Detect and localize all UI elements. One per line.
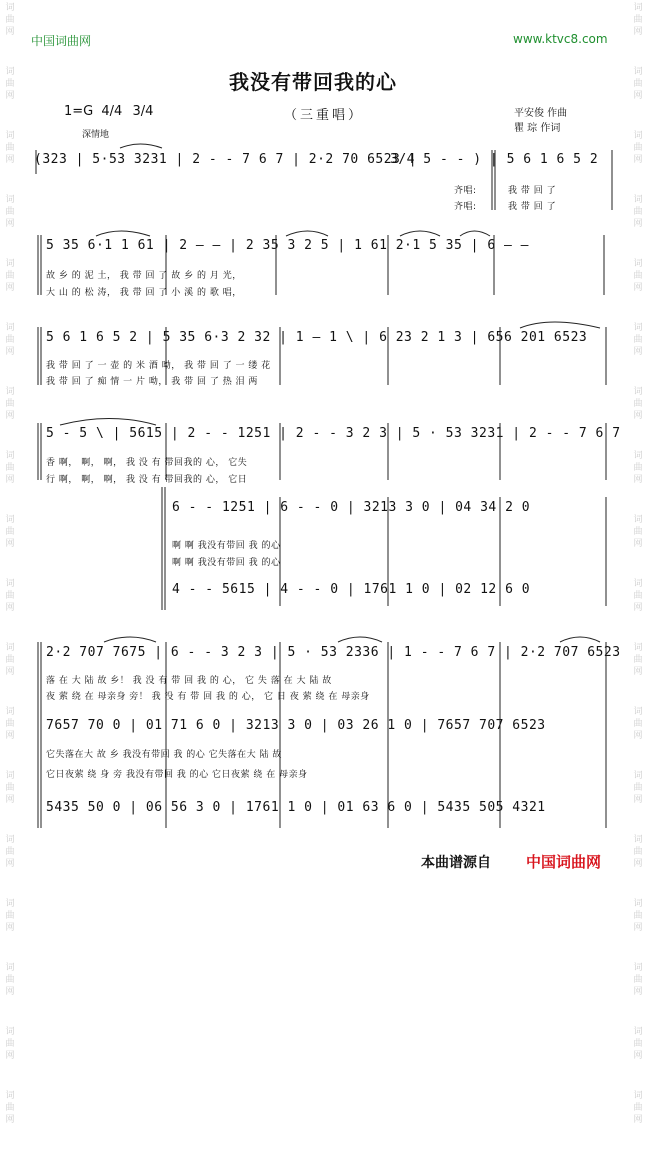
watermark-mark: 词曲网: [5, 963, 15, 997]
system-5-top-lyric-1: 落 在 大 陆 故 乡！ 我 没 有 带 回 我 的 心， 它 失 落 在 大 陆 故: [46, 676, 332, 686]
watermark-mark: 词曲网: [5, 707, 15, 741]
system-4-low-notes: 4 - - 5615 | 4 - - 0 | 1761 1 0 | 02 12 6 0: [172, 582, 531, 597]
system-2-lyric-1: 故 乡 的 泥 土， 我 带 回 了 故 乡 的 月 光，: [46, 271, 242, 281]
system-4-mid-notes: 6 - - 1251 | 6 - - 0 | 3213 3 0 | 04 34 2 0: [172, 500, 531, 515]
watermark-mark: 词曲网: [633, 771, 643, 805]
system-2-notes: 5 35 6·1 1 61 | 2 — — | 2 35 3 2 5 | 1 61 2·1 5 35 | 6 — —: [46, 238, 529, 253]
footer-source-label: 本曲谱源自: [421, 855, 491, 871]
system-5-mid-notes: 7657 70 0 | 01 71 6 0 | 3213 3 0 | 03 26 1 0 | 7657 707 6523: [46, 718, 546, 733]
key-label: 1=G: [64, 104, 94, 119]
watermark-mark: 词曲网: [5, 643, 15, 677]
watermark-mark: 词曲网: [633, 195, 643, 229]
watermark-mark: 词曲网: [5, 387, 15, 421]
system-4-top-notes: 5 - 5 \ | 5615 | 2 - - 1251 | 2 - - 3 2 3 | 5 · 53 3231 | 2 - - 7 6 7: [46, 426, 621, 441]
system-1-label-2: 齐唱:: [454, 202, 477, 212]
system-4-mid-lyric-2: 啊 啊 我没有带回 我 的心: [172, 558, 281, 568]
watermark-mark: 词曲网: [633, 131, 643, 165]
song-title: 我没有带回我的心: [229, 70, 397, 94]
system-4-lower-bracket: [162, 487, 165, 610]
watermark-mark: 词曲网: [5, 579, 15, 613]
system-1-notes-a: (323 | 5·53 3231 | 2 - - 7 6 7 | 2·2 70 6523 |: [34, 152, 418, 167]
watermark-mark: 词曲网: [5, 259, 15, 293]
watermark-mark: 词曲网: [633, 579, 643, 613]
watermark-mark: 词曲网: [5, 835, 15, 869]
watermark-mark: 词曲网: [633, 1091, 643, 1125]
watermark-mark: 词曲网: [5, 67, 15, 101]
system-1-double-bar: [492, 150, 495, 210]
system-4-mid-lyric-1: 啊 啊 我没有带回 我 的心: [172, 541, 281, 551]
watermark-mark: 词曲网: [633, 3, 643, 37]
system-4-top-lyric-2: 行 啊， 啊， 啊， 我 没 有 带回我的 心， 它日: [46, 475, 248, 485]
lyricist-credit: 瞿 琮 作词: [514, 123, 561, 134]
expression-mark: 深情地: [82, 130, 110, 140]
site-name-left[interactable]: 中国词曲网: [31, 34, 92, 48]
system-2-lyric-2: 大 山 的 松 涛， 我 带 回 了 小 溪 的 歌 唱，: [46, 288, 242, 298]
system-1-lyric-1: 我 带 回 了: [508, 186, 557, 196]
watermark-mark: 词曲网: [633, 515, 643, 549]
watermark-mark: 词曲网: [5, 1027, 15, 1061]
system-5-mid-lyric-1: 它失落在大 故 乡 我没有带回 我 的心 它失落在大 陆 故: [46, 750, 282, 760]
watermark-mark: 词曲网: [5, 771, 15, 805]
system-3-lyric-2: 我 带 回 了 痴 情 一 片 呦， 我 带 回 了 热 泪 两: [46, 377, 258, 387]
watermark-mark: 词曲网: [633, 835, 643, 869]
watermark-mark: 词曲网: [5, 131, 15, 165]
site-url-right[interactable]: www.ktvc8.com: [513, 32, 608, 46]
system-5-top-notes: 2·2 707 7675 | 6 - - 3 2 3 | 5 · 53 2336 | 1 - - 7 6 7 | 2·2 707 6523: [46, 645, 621, 660]
watermark-mark: 词曲网: [5, 451, 15, 485]
system-4-top-lyric-1: 香 啊， 啊， 啊， 我 没 有 带回我的 心， 它失: [46, 458, 248, 468]
watermark-mark: 词曲网: [5, 515, 15, 549]
system-5-top-lyric-2: 夜 萦 绕 在 母亲身 旁！ 我 没 有 带 回 我 的 心， 它 日 夜 萦 绕 在 母亲身: [46, 692, 370, 702]
watermark-mark: 词曲网: [633, 67, 643, 101]
watermark-mark: 词曲网: [633, 451, 643, 485]
system-5-low-notes: 5435 50 0 | 06 56 3 0 | 1761 1 0 | 01 63 6 0 | 5435 505 4321: [46, 800, 546, 815]
watermark-mark: 词曲网: [633, 387, 643, 421]
watermark-mark: 词曲网: [633, 259, 643, 293]
watermark-mark: 词曲网: [5, 195, 15, 229]
song-subtitle: （三重唱）: [284, 108, 365, 123]
watermark-mark: 词曲网: [5, 3, 15, 37]
system-1-label-1: 齐唱:: [454, 186, 477, 196]
time-signature-1: 4/4: [101, 104, 123, 119]
footer-source-site[interactable]: 中国词曲网: [526, 853, 602, 871]
watermark-mark: 词曲网: [633, 963, 643, 997]
system-1-lyric-2: 我 带 回 了: [508, 202, 557, 212]
system-5-mid-lyric-2: 它日夜萦 绕 身 旁 我没有带回 我 的心 它日夜萦 绕 在 母亲身: [46, 770, 308, 780]
composer-credit: 平安俊 作曲: [514, 108, 568, 119]
watermark-mark: 词曲网: [5, 323, 15, 357]
time-signature-2: 3/4: [132, 104, 154, 119]
watermark-mark: 词曲网: [633, 643, 643, 677]
system-3-lyric-1: 我 带 回 了 一 壶 的 米 酒 呦， 我 带 回 了 一 缕 花: [46, 361, 271, 371]
watermark-mark: 词曲网: [5, 1091, 15, 1125]
system-2-start-bar: [38, 235, 41, 295]
watermark-mark: 词曲网: [633, 323, 643, 357]
system-3-notes: 5 6 1 6 5 2 | 5 35 6·3 2 32 | 1 — 1 \ | 6 23 2 1 3 | 656 201 6523: [46, 330, 588, 345]
watermark-mark: 词曲网: [633, 899, 643, 933]
watermark-mark: 词曲网: [633, 707, 643, 741]
watermark-mark: 词曲网: [633, 1027, 643, 1061]
watermark-mark: 词曲网: [5, 899, 15, 933]
system-5-bracket: [38, 642, 41, 828]
system-1-notes-b: 3/4 5 - - ) | 5 6 1 6 5 2: [390, 152, 599, 167]
